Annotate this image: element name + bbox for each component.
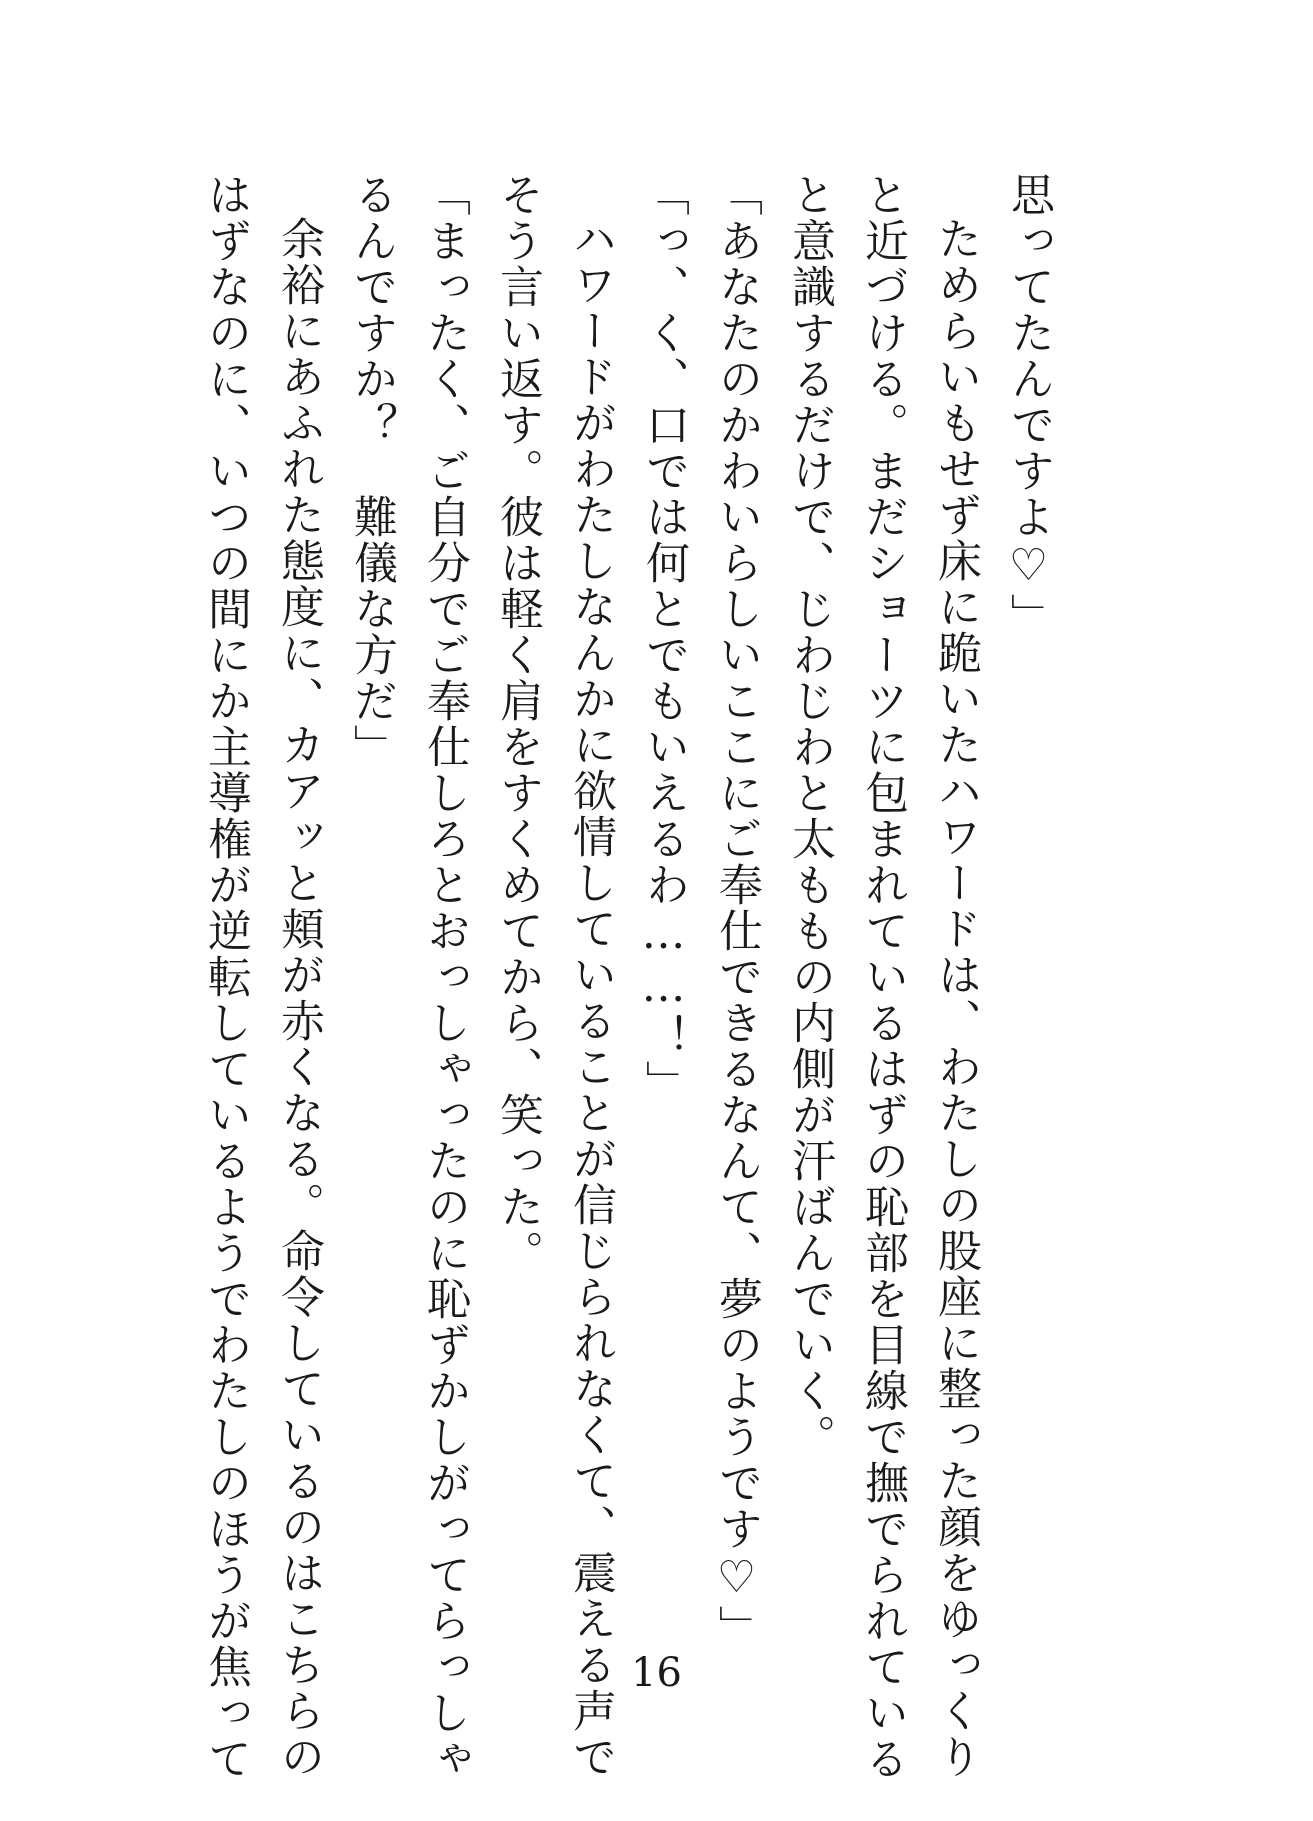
page-number: 16	[631, 1650, 682, 1696]
text-line: 思ってたんですよ♡」	[1003, 172, 1054, 639]
text-line: 余裕にあふれた態度に、カアッと頬が赤くなる。命令しているのはこちらの	[273, 216, 324, 1780]
text-line: るんですか？ 難儀な方だ」	[346, 172, 397, 770]
text-line: 「あなたのかわいらしいここにご奉仕できるなんて、夢のようです♡」	[711, 172, 762, 1651]
text-line: と意識するだけで、じわじわと太ももの内側が汗ばんでいく。	[784, 172, 835, 1460]
text-line: 「っ、く、口では何とでもいえるわ……！」	[638, 172, 689, 1106]
text-line: 「まったく、ご自分でご奉仕しろとおっしゃったのに恥ずかしがってらっしゃ	[419, 172, 470, 1782]
text-line: ためらいもせず床に跪いたハワードは、わたしの股座に整った顔をゆっくり	[930, 216, 981, 1780]
text-line: そう言い返す。彼は軽く肩をすくめてから、笑った。	[492, 172, 543, 1276]
text-line: はずなのに、いつの間にか主導権が逆転しているようでわたしのほうが焦って	[200, 172, 251, 1782]
text-line: と近づける。まだショーツに包まれているはずの恥部を目線で撫でられている	[857, 172, 908, 1782]
text-line: ハワードがわたしなんかに欲情していることが信じられなくて、震える声で	[565, 216, 616, 1780]
